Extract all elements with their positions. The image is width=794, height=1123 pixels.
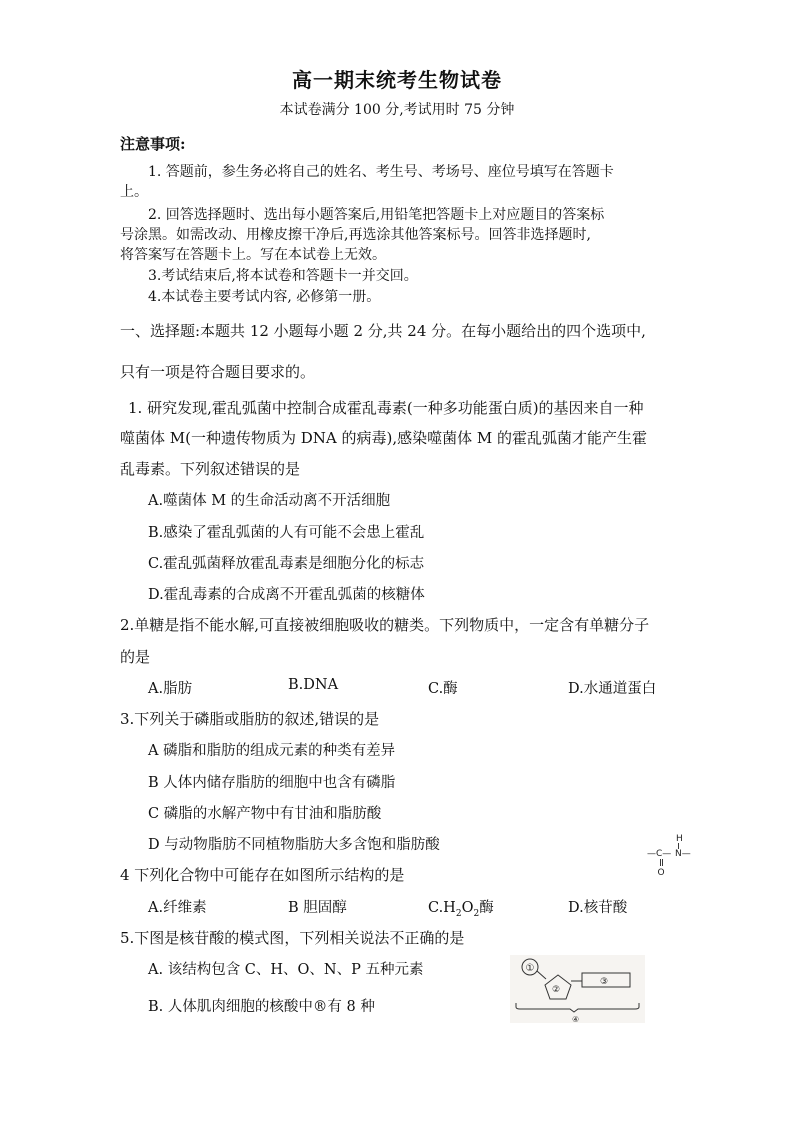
q1-stem: 1. 研究发现,霍乱弧菌中控制合成霍乱毒素(一种多功能蛋白质)的基因来自一种 [128,399,644,417]
q3-stem: 3.下列关于磷脂或脂肪的叙述,错误的是 [120,710,380,728]
q4-option-c-sub2: 2 [473,908,480,919]
notice-line: 将答案写在答题卡上。写在本试卷上无效。 [120,247,386,263]
q2-stem: 的是 [120,648,151,666]
q2-option-b: B.DNA [288,677,339,693]
q2-option-a: A.脂肪 [148,681,193,697]
section-heading: 一、选择题:本题共 12 小题每小题 2 分,共 24 分。在每小题给出的四个选项中, [120,322,646,340]
q4-option-c-sub1: 2 [455,908,462,919]
q5-option-b: B. 人体肌肉细胞的核酸中®有 8 种 [148,999,375,1015]
q4-option-c [428,896,494,919]
q1-option-a: A.噬菌体 M 的生命活动离不开活细胞 [148,493,391,509]
peptide-bond-figure [645,830,695,880]
figure-n-label: N— [675,849,691,859]
figure-label-2: ② [552,985,561,995]
q1-option-c: C.霍乱弧菌释放霍乱毒素是细胞分化的标志 [148,556,425,572]
exam-subtitle: 本试卷满分 100 分,考试用时 75 分钟 [279,102,515,118]
q1-option-d: D.霍乱毒素的合成离不开霍乱弧菌的核糖体 [148,587,425,603]
section-heading-cont: 只有一项是符合题目要求的。 [120,363,316,381]
exam-title: 高一期末统考生物试卷 [292,68,502,92]
q3-option-c: C 磷脂的水解产物中有甘油和脂肪酸 [148,806,382,822]
q5-stem: 5.下图是核苷酸的模式图，下列相关说法不正确的是 [120,929,465,947]
q5-option-a: A. 该结构包含 C、H、O、N、P 五种元素 [148,962,424,978]
figure-o-label: O [657,868,665,878]
q1-stem: 噬菌体 M(一种遗传物质为 DNA 的病毒),感染噬菌体 M 的霍乱弧菌才能产生霍 [120,429,648,447]
q4-option-c-oxygen: O [461,900,474,916]
figure-label-4: ④ [572,1015,580,1023]
figure-label-1: ① [525,963,535,974]
notice-line: 号涂黑。如需改动、用橡皮擦干净后,再选涂其他答案标号。回答非选择题时, [120,227,591,243]
q4-option-b: B 胆固醇 [288,900,347,916]
notice-line: 1. 答题前，参生务必将自己的姓名、考生号、考场号、座位号填写在答题卡 [148,164,614,180]
figure-c-label: —C— [647,849,672,859]
notice-line: 2. 回答选择题时、选出每小题答案后,用铅笔把答题卡上对应题目的答案标 [148,207,605,223]
notice-line: 3.考试结束后,将本试卷和答题卡一并交回。 [148,268,418,284]
q1-option-b: B.感染了霍乱弧菌的人有可能不会患上霍乱 [148,525,425,541]
q2-stem: 2.单糖是指不能水解,可直接被细胞吸收的糖类。下列物质中，一定含有单糖分子 [120,616,650,634]
figure-label-3: ③ [600,977,609,987]
notice-line: 4.本试卷主要考试内容, 必修第一册。 [148,289,381,305]
nucleotide-figure [510,955,645,1023]
q3-option-a: A 磷脂和脂肪的组成元素的种类有差异 [148,743,396,759]
q2-option-d: D.水通道蛋白 [568,681,657,697]
q4-option-d: D.核苷酸 [568,900,628,916]
q4-option-c-prefix: C.H [428,900,456,916]
q3-option-b: B 人体内储存脂肪的细胞中也含有磷脂 [148,775,396,791]
q1-stem: 乱毒素。下列叙述错误的是 [120,460,301,478]
q4-option-c-suffix: 酶 [479,900,494,916]
q3-option-d: D 与动物脂肪不同植物脂肪大多含饱和脂肪酸 [148,837,440,853]
q4-option-a: A.纤维素 [148,900,207,916]
notice-heading: 注意事项: [120,135,186,153]
q2-option-c: C.酶 [428,681,458,697]
figure-h-label: H [676,834,683,844]
q4-stem: 4 下列化合物中可能存在如图所示结构的是 [120,866,405,884]
notice-line: 上。 [120,184,148,200]
